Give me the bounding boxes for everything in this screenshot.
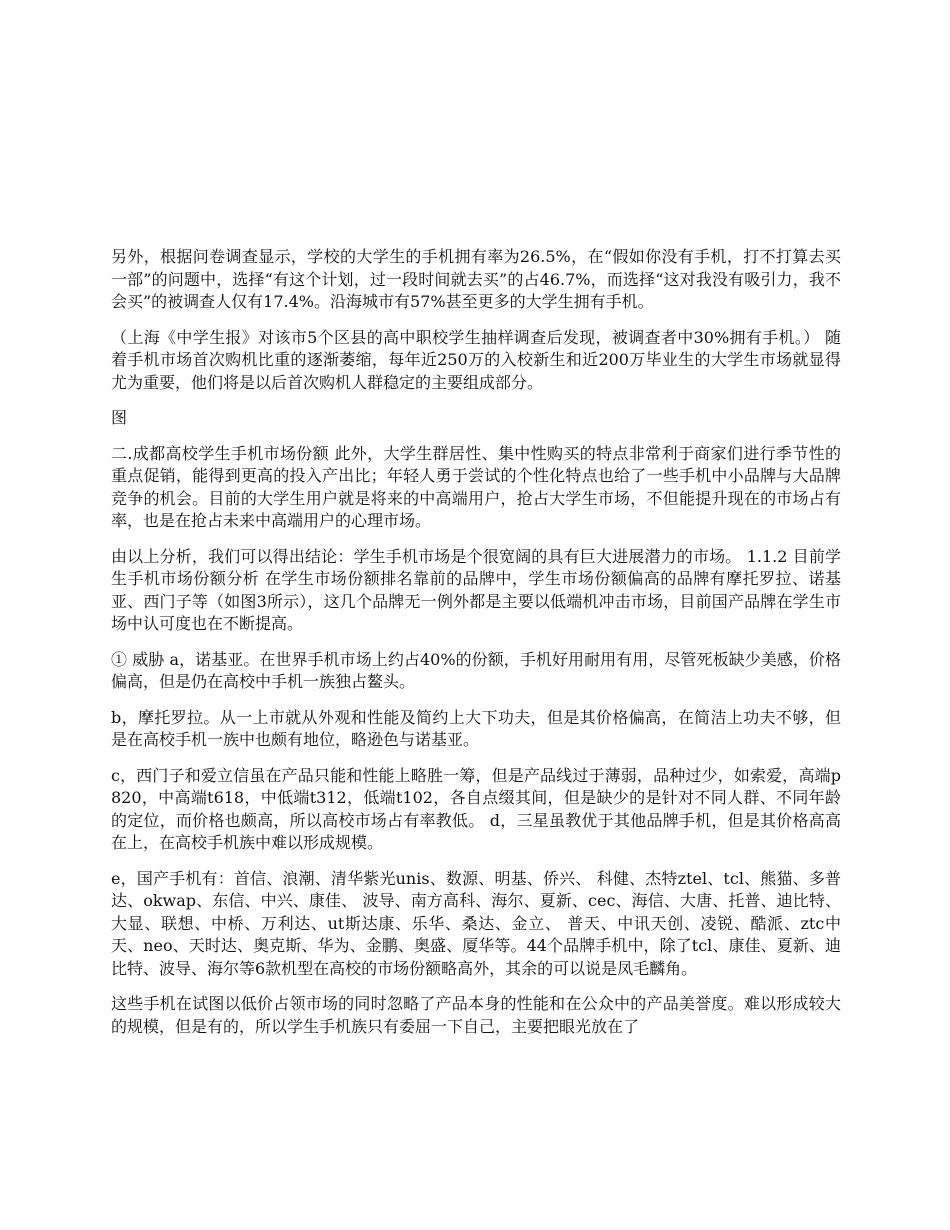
document-body — [111, 246, 841, 1051]
paragraph-phone-ownership: 另外，根据问卷调查显示，学校的大学生的手机拥有率为26.5%，在“假如你没有手机，打不打算去买一部”的问题中，选择“有这个计划，过一段时间就去买”的占46.7%，而选择“这对我没有吸引力，我不会买”的被调查人仅有17.4%。沿海城市有57%甚至更多的大学生拥有手机。 — [111, 247, 841, 311]
paragraph-siemens-ericsson-samsung: c，西门子和爱立信虽在产品只能和性能上略胜一筹，但是产品线过于薄弱，品种过少，如索爱，高端p820，中高端t618，中低端t312，低端t102，各自点缀其间，但是缺少的是针对不同人群、不同年龄的定位，而价格也颇高，所以高校市场占有率教低。 d，三星虽教优于其他品牌手机，但是其价格高高在上，在高校手机族中难以形成规模。 — [111, 765, 841, 852]
paragraph-figure-label: 图 — [111, 408, 128, 427]
paragraph-chengdu-market-share: 二.成都高校学生手机市场份额 此外，大学生群居性、集中性购买的特点非常利于商家们进行季节性的重点促销，能得到更高的投入产出比；年轻人勇于尝试的个性化特点也给了一些手机中小品牌与大品牌竞争的机会。目前的大学生用户就是将来的中高端用户，抢占大学生市场，不但能提升现在的市场占有率，也是在抢占未来中高端用户的心理市场。 — [111, 443, 841, 530]
paragraph-conclusion-analysis: 由以上分析，我们可以得出结论：学生手机市场是个很宽阔的具有巨大进展潜力的市场。 1.1.2 目前学生手机市场份额分析 在学生市场份额排名靠前的品牌中，学生市场份额偏高的品牌有摩托罗拉、诺基亚、西门子等（如图3所示），这几个品牌无一例外都是主要以低端机冲击市场，目前国产品牌在学生市场中认可度也在不断提高。 — [111, 546, 841, 633]
paragraph-shanghai-survey: （上海《中学生报》对该市5个区县的高中职校学生抽样调查后发现，被调查者中30%拥有手机。） 随着手机市场首次购机比重的逐渐萎缩，每年近250万的入校新生和近200万毕业生的大学生市场就显得尤为重要，他们将是以后首次购机人群稳定的主要组成部分。 — [111, 327, 841, 392]
paragraph-domestic-brands: e，国产手机有：首信、浪潮、清华紫光unis、数源、明基、侨兴、 科健、杰特ztel、tcl、熊猫、多普达、okwap、东信、中兴、康佳、 波导、南方高科、海尔、夏新、cec、海信、大唐、托普、迪比特、大显、联想、中桥、万利达、ut斯达康、乐华、桑达、金立、 普天、中讯天创、凌锐、酷派、ztc中天、neo、天时达、奥克斯、华为、金鹏、奥盛、厦华等。44个品牌手机中，除了tcl、康佳、夏新、迪比特、波导、海尔等6款机型在高校的市场份额略高外，其余的可以说是凤毛麟角。 — [111, 868, 841, 978]
paragraph-threat-nokia: ① 威胁 a，诺基亚。在世界手机市场上约占40%的份额，手机好用耐用有用，尽管死板缺少美感，价格偏高，但是仍在高校中手机一族独占鳌头。 — [111, 649, 841, 691]
paragraph-low-price-strategy: 这些手机在试图以低价占领市场的同时忽略了产品本身的性能和在公众中的产品美誉度。难以形成较大的规模，但是有的，所以学生手机族只有委屈一下自己，主要把眼光放在了 — [111, 994, 841, 1036]
paragraph-motorola: b，摩托罗拉。从一上市就从外观和性能及简约上大下功夫，但是其价格偏高，在简洁上功夫不够，但是在高校手机一族中也颇有地位，略逊色与诺基亚。 — [111, 707, 841, 749]
